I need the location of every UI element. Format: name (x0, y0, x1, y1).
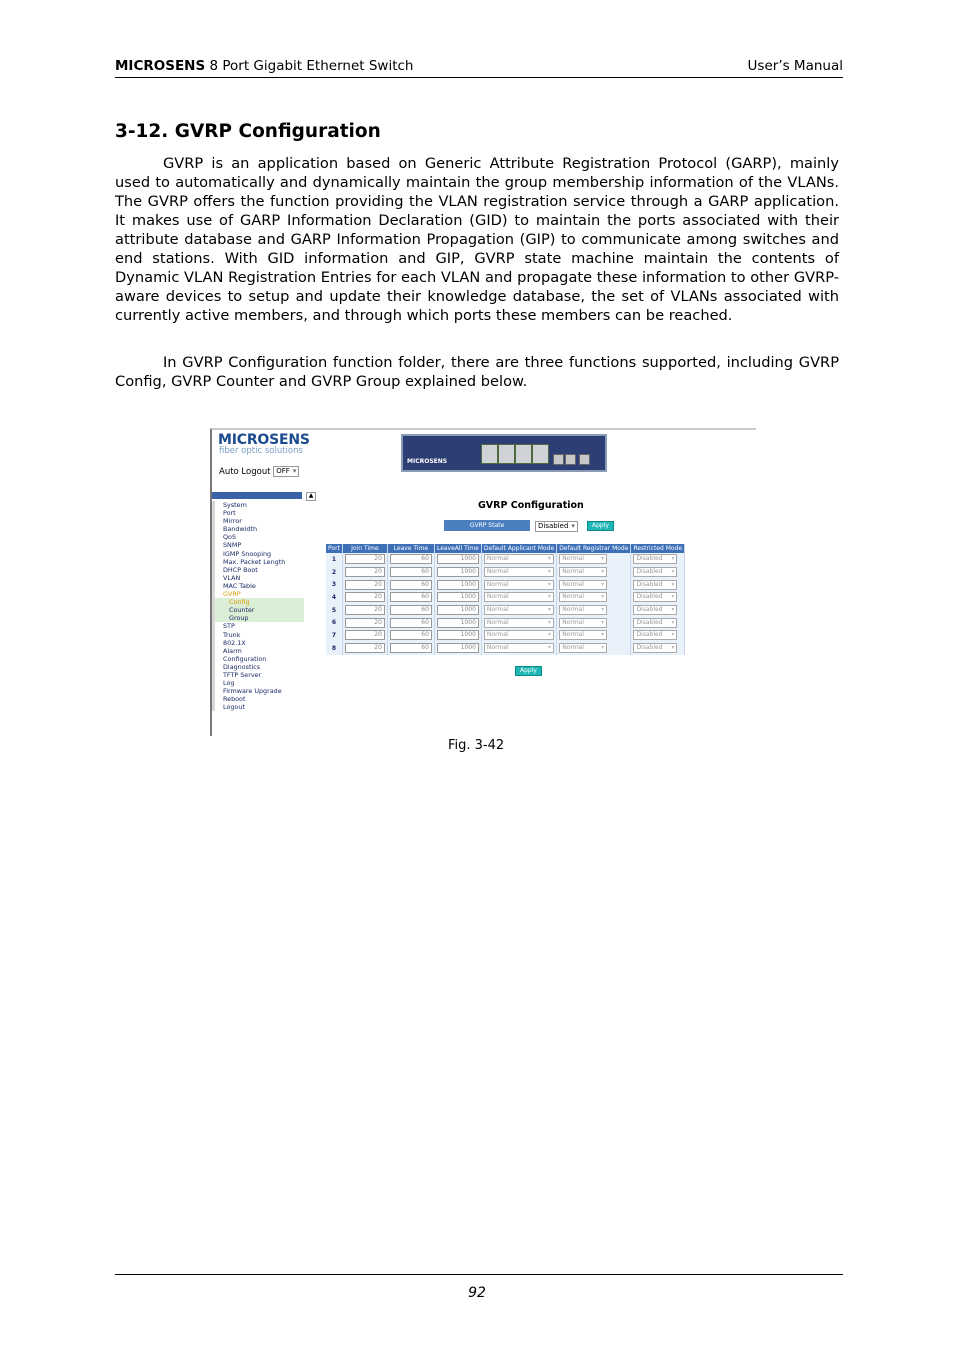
registrar-mode-select[interactable] (559, 554, 607, 564)
menu-item[interactable]: MAC Table (212, 582, 304, 590)
header-manual: User’s Manual (747, 58, 843, 74)
restricted-mode-value: Disabled (636, 606, 663, 614)
leaveall-time-input[interactable]: 1000 (437, 605, 479, 615)
applicant-mode-select[interactable] (484, 618, 554, 628)
port-number: 3 (331, 581, 337, 589)
header-product: 8 Port Gigabit Ethernet Switch (205, 58, 414, 74)
chevron-down-icon: ▾ (547, 555, 551, 563)
chevron-down-icon: ▾ (547, 644, 551, 652)
device-front-panel (401, 434, 607, 472)
registrar-mode-select[interactable] (559, 580, 607, 590)
column-header: Join Time (342, 544, 387, 553)
port-led (481, 444, 498, 464)
applicant-mode-value: Normal (486, 618, 509, 626)
leave-time-input[interactable]: 60 (390, 630, 432, 640)
restricted-mode-select[interactable] (633, 592, 677, 602)
registrar-mode-select[interactable] (559, 592, 607, 602)
applicant-mode-value: Normal (486, 644, 509, 652)
join-time-input[interactable]: 20 (345, 592, 385, 602)
port-number: 1 (331, 555, 337, 563)
restricted-mode-select[interactable] (633, 580, 677, 590)
chevron-down-icon: ▾ (601, 580, 605, 588)
table-row (326, 616, 685, 629)
microsens-logo: MICROSENS (218, 432, 310, 448)
leaveall-time-input[interactable]: 1000 (437, 643, 479, 653)
registrar-mode-value: Normal (562, 555, 584, 563)
chevron-down-icon: ▾ (601, 606, 605, 614)
auto-logout-value: OFF (276, 467, 290, 475)
chevron-down-icon: ▾ (547, 631, 551, 639)
chevron-down-icon: ▾ (671, 606, 675, 614)
registrar-mode-select[interactable] (559, 618, 607, 628)
chevron-down-icon: ▾ (671, 555, 675, 563)
restricted-mode-select[interactable] (633, 643, 677, 653)
menu-item[interactable]: SNMP (212, 541, 304, 549)
gvrp-state-bar (444, 520, 619, 531)
restricted-mode-select[interactable] (633, 605, 677, 615)
applicant-mode-value: Normal (486, 593, 509, 601)
menu-item[interactable]: Counter (212, 606, 304, 614)
registrar-mode-value: Normal (562, 618, 584, 626)
table-row (326, 566, 685, 579)
join-time-input[interactable]: 20 (345, 567, 385, 577)
menu-item[interactable]: Bandwidth (212, 525, 304, 533)
leave-time-input[interactable]: 60 (390, 554, 432, 564)
table-row (326, 553, 685, 566)
chevron-down-icon: ▾ (571, 522, 575, 530)
device-brand: MICROSENS (407, 458, 448, 465)
table-row (326, 591, 685, 604)
chevron-down-icon: ▾ (671, 593, 675, 601)
column-header: Restricted Mode (631, 544, 685, 553)
table-body (326, 553, 685, 655)
leave-time-input[interactable]: 60 (390, 643, 432, 653)
applicant-mode-value: Normal (486, 580, 509, 588)
join-time-input[interactable]: 20 (345, 643, 385, 653)
port-led (515, 444, 532, 464)
applicant-mode-select[interactable] (484, 643, 554, 653)
port-number: 4 (331, 593, 337, 601)
table-row (326, 629, 685, 642)
section-title: 3-12. GVRP Configuration (115, 121, 381, 142)
leaveall-time-input[interactable]: 1000 (437, 567, 479, 577)
menu-item[interactable]: STP (212, 622, 304, 630)
applicant-mode-select[interactable] (484, 567, 554, 577)
restricted-mode-value: Disabled (636, 631, 663, 639)
join-time-input[interactable]: 20 (345, 605, 385, 615)
paragraph-2 (115, 353, 839, 391)
registrar-mode-select[interactable] (559, 605, 607, 615)
menu-item[interactable]: Firmware Upgrade (212, 687, 304, 695)
applicant-mode-value: Normal (486, 606, 509, 614)
applicant-mode-select[interactable] (484, 630, 554, 640)
apply-button[interactable]: Apply (515, 666, 542, 676)
port-number: 6 (331, 619, 337, 627)
gvrp-state-label: GVRP State (444, 520, 530, 531)
leaveall-time-input[interactable]: 1000 (437, 630, 479, 640)
menu-item[interactable]: Mirror (212, 517, 304, 525)
join-time-input[interactable]: 20 (345, 630, 385, 640)
menu-item[interactable]: Alarm (212, 647, 304, 655)
registrar-mode-value: Normal (562, 631, 584, 639)
figure-caption: Fig. 3-42 (448, 738, 505, 753)
chevron-down-icon: ▾ (671, 580, 675, 588)
leave-time-input[interactable]: 60 (390, 618, 432, 628)
auto-logout (219, 466, 299, 477)
chevron-down-icon: ▾ (547, 618, 551, 626)
applicant-mode-value: Normal (486, 631, 509, 639)
menu-scrollbar[interactable] (212, 492, 302, 499)
menu-item[interactable]: Config (212, 598, 304, 606)
chevron-down-icon: ▾ (601, 555, 605, 563)
port-number: 8 (331, 644, 337, 652)
join-time-input[interactable]: 20 (345, 554, 385, 564)
leave-time-input[interactable]: 60 (390, 605, 432, 615)
restricted-mode-select[interactable] (633, 554, 677, 564)
restricted-mode-value: Disabled (636, 555, 663, 563)
port-number: 5 (331, 606, 337, 614)
scroll-up-icon[interactable]: ▲ (306, 492, 316, 501)
menu-item[interactable]: IGMP Snooping (212, 550, 304, 558)
gvrp-state-value: Disabled (538, 522, 569, 530)
registrar-mode-value: Normal (562, 580, 584, 588)
chevron-down-icon: ▾ (601, 593, 605, 601)
leave-time-input[interactable]: 60 (390, 567, 432, 577)
restricted-mode-value: Disabled (636, 593, 663, 601)
sfp-slot (565, 454, 576, 465)
applicant-mode-select[interactable] (484, 605, 554, 615)
restricted-mode-select[interactable] (633, 618, 677, 628)
registrar-mode-select[interactable] (559, 567, 607, 577)
applicant-mode-select[interactable] (484, 592, 554, 602)
menu-item[interactable]: QoS (212, 533, 304, 541)
chevron-down-icon: ▾ (601, 631, 605, 639)
leaveall-time-input[interactable]: 1000 (437, 554, 479, 564)
registrar-mode-select[interactable] (559, 643, 607, 653)
restricted-mode-select[interactable] (633, 630, 677, 640)
registrar-mode-value: Normal (562, 593, 584, 601)
column-header: Default Registrar Mode (557, 544, 631, 553)
gvrp-state-select[interactable] (535, 521, 578, 532)
page-number: 92 (468, 1285, 486, 1301)
applicant-mode-value: Normal (486, 555, 509, 563)
table-row (326, 604, 685, 617)
chevron-down-icon: ▾ (601, 568, 605, 576)
paragraph-1-text: GVRP is an application based on Generic Attribute Registration Protocol (GARP), mainly used to automatically and dynamically maintain the group membership information of the VLANs. The GVRP offers the function providing the VLAN registration service through a GARP application. It makes use of GARP Information Declaration (GID) to maintain the ports associated with their attribute database and GARP Information Propagation (GIP) to communicate among switches and end stations. With GID information and GIP, GVRP state machine maintain the contents of Dynamic VLAN Registration Entries for each VLAN and propagate these information to other GVRP-aware devices to setup and update their knowledge database, the set of VLANs associated with currently active members, and through which ports these members can be reached. (115, 155, 839, 324)
column-header: Leave Time (387, 544, 434, 553)
chevron-down-icon: ▾ (601, 644, 605, 652)
menu-item[interactable]: Log (212, 679, 304, 687)
chevron-down-icon: ▾ (671, 631, 675, 639)
registrar-mode-value: Normal (562, 568, 584, 576)
column-header: LeaveAll Time (434, 544, 481, 553)
chevron-down-icon: ▾ (671, 618, 675, 626)
menu-item[interactable]: Reboot (212, 695, 304, 703)
restricted-mode-value: Disabled (636, 644, 663, 652)
menu-item[interactable]: GVRP (212, 590, 304, 598)
leave-time-input[interactable]: 60 (390, 580, 432, 590)
applicant-mode-select[interactable] (484, 580, 554, 590)
leaveall-time-input[interactable]: 1000 (437, 618, 479, 628)
chevron-down-icon: ▾ (671, 568, 675, 576)
sfp-slot (579, 454, 590, 465)
restricted-mode-value: Disabled (636, 568, 663, 576)
paragraph-1 (115, 154, 839, 325)
chevron-down-icon: ▾ (601, 618, 605, 626)
applicant-mode-value: Normal (486, 568, 509, 576)
column-header: Default Applicant Mode (481, 544, 556, 553)
registrar-mode-value: Normal (562, 644, 584, 652)
paragraph-2-text: In GVRP Configuration function folder, there are three functions supported, including GVRP Config, GVRP Counter and GVRP Group explained below. (115, 354, 839, 390)
menu-item[interactable]: Logout (212, 703, 304, 711)
page-header (115, 58, 843, 78)
chevron-down-icon: ▾ (547, 580, 551, 588)
table-row (326, 578, 685, 591)
restricted-mode-value: Disabled (636, 618, 663, 626)
applicant-mode-select[interactable] (484, 554, 554, 564)
port-led (532, 444, 549, 464)
logo-tagline: fiber optic solutions (219, 446, 303, 456)
join-time-input[interactable]: 20 (345, 580, 385, 590)
leaveall-time-input[interactable]: 1000 (437, 592, 479, 602)
menu-list (212, 501, 304, 711)
chevron-down-icon: ▾ (547, 606, 551, 614)
menu-item[interactable]: Max. Packet Length (212, 558, 304, 566)
chevron-down-icon: ▾ (547, 593, 551, 601)
menu-item[interactable]: Trunk (212, 631, 304, 639)
port-number: 7 (331, 631, 337, 639)
registrar-mode-value: Normal (562, 606, 584, 614)
auto-logout-label: Auto Logout (219, 467, 271, 477)
leaveall-time-input[interactable]: 1000 (437, 580, 479, 590)
apply-state-button[interactable]: Apply (587, 521, 614, 531)
chevron-down-icon: ▾ (292, 467, 297, 475)
page-title: GVRP Configuration (478, 500, 584, 511)
join-time-input[interactable]: 20 (345, 618, 385, 628)
header-brand: MICROSENS (115, 58, 206, 74)
leave-time-input[interactable]: 60 (390, 592, 432, 602)
chevron-down-icon: ▾ (547, 568, 551, 576)
menu-item[interactable]: DHCP Boot (212, 566, 304, 574)
screenshot-figure (210, 428, 756, 736)
restricted-mode-select[interactable] (633, 567, 677, 577)
menu-item[interactable]: Diagnostics (212, 663, 304, 671)
menu-item[interactable]: System (212, 501, 304, 509)
footer-rule (115, 1274, 843, 1275)
table-row (326, 642, 685, 655)
column-header: Port (326, 544, 342, 553)
auto-logout-select[interactable] (273, 466, 299, 477)
restricted-mode-value: Disabled (636, 580, 663, 588)
table-header-row (326, 544, 685, 553)
registrar-mode-select[interactable] (559, 630, 607, 640)
chevron-down-icon: ▾ (671, 644, 675, 652)
menu-item[interactable]: VLAN (212, 574, 304, 582)
menu-item[interactable]: 802.1X (212, 639, 304, 647)
menu-item[interactable]: TFTP Server (212, 671, 304, 679)
sfp-slot (553, 454, 564, 465)
gvrp-port-table (326, 544, 685, 655)
port-led (498, 444, 515, 464)
menu-item[interactable]: Group (212, 614, 304, 622)
port-number: 2 (331, 568, 337, 576)
menu-item[interactable]: Port (212, 509, 304, 517)
sidebar-menu (212, 492, 314, 712)
menu-item[interactable]: Configuration (212, 655, 304, 663)
